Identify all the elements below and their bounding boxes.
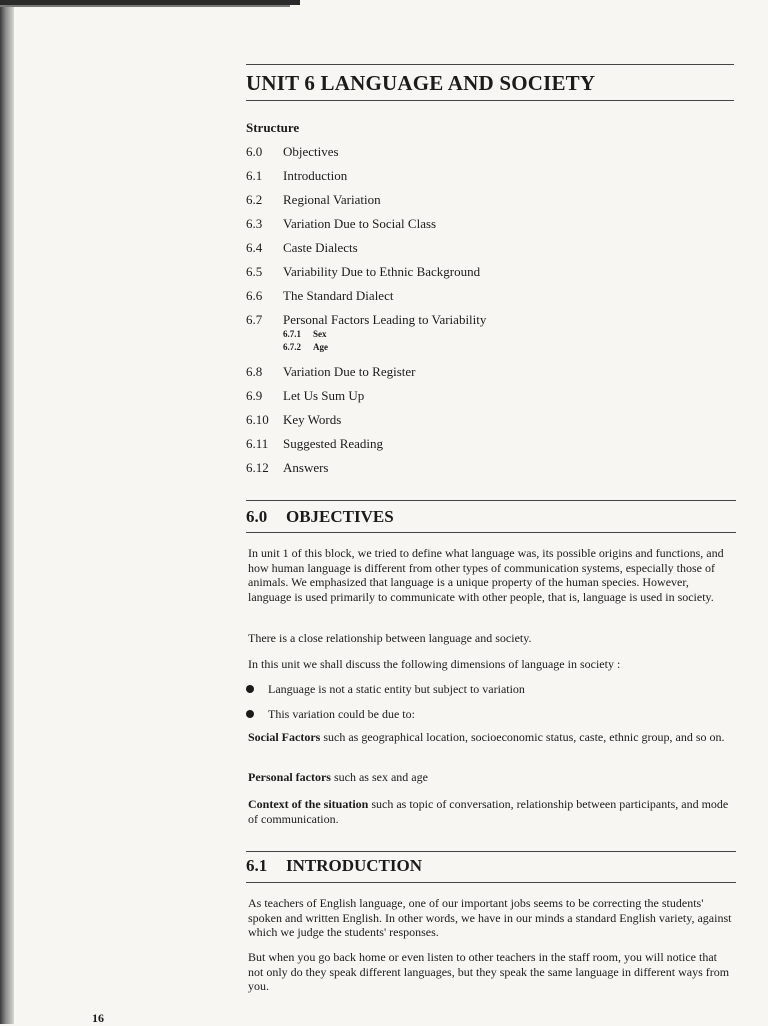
toc-label: The Standard Dialect [283, 288, 394, 303]
toc-item [246, 144, 706, 168]
toc-number: 6.0 [246, 144, 263, 159]
toc-item [246, 312, 706, 364]
bullet-text: Language is not a static entity but subject to variation [268, 682, 525, 696]
toc-item [246, 388, 706, 412]
objectives-paragraph-2: There is a close relationship between language and society. [248, 631, 532, 645]
toc-label: Personal Factors Leading to Variability [283, 312, 487, 327]
toc-label: Let Us Sum Up [283, 388, 365, 403]
rule-above-title [246, 64, 734, 65]
objectives-paragraph-3: In this unit we shall discuss the following dimensions of language in society : [248, 657, 621, 671]
scan-top-edge-thin [0, 5, 290, 7]
toc-number: 6.1 [246, 168, 263, 183]
toc-item [246, 216, 706, 240]
toc-number: 6.7 [246, 312, 263, 327]
toc-subitem [283, 328, 486, 341]
toc-label: Introduction [283, 168, 348, 183]
book-binding-shadow [0, 0, 14, 1024]
toc-item [246, 168, 706, 192]
toc-number: 6.11 [246, 436, 269, 451]
toc-number: 6.8 [246, 364, 263, 379]
rule-below-objectives [246, 532, 736, 533]
section-heading-introduction [246, 856, 422, 876]
toc-item [246, 436, 706, 460]
toc-number: 6.6 [246, 288, 263, 303]
bullet-item [246, 682, 525, 696]
toc-subitem-label: Age [313, 342, 328, 352]
toc-number: 6.3 [246, 216, 263, 231]
introduction-paragraph-2: But when you go back home or even listen to other teachers in the staff room, you will notice that not only do they speak different languages, but they speak the same language in different ways from you. [248, 950, 730, 993]
toc-label: Key Words [283, 412, 342, 427]
toc-label: Answers [283, 460, 329, 475]
bullet-icon [246, 710, 254, 718]
structure-label: Structure [246, 120, 300, 135]
context-text: such as topic of conversation, relationship between participants, and mode of communication. [248, 797, 729, 826]
section-number: 6.1 [246, 856, 268, 875]
toc-item [246, 192, 706, 216]
toc-label: Variation Due to Register [283, 364, 416, 379]
toc-subitem-number: 6.7.2 [283, 342, 301, 352]
rule-below-introduction [246, 882, 736, 883]
objectives-paragraph-1: In unit 1 of this block, we tried to define what language was, its possible origins and functions, and how human language is different from other types of communication systems, especially those of animals. We emphasized that language is a unique property of the human species. However, language is used primarily to communicate with other people, that is, language is used in society. [248, 546, 724, 604]
unit-title: UNIT 6 LANGUAGE AND SOCIETY [246, 71, 596, 95]
toc-number: 6.10 [246, 412, 269, 427]
toc-label: Suggested Reading [283, 436, 384, 451]
rule-above-introduction [246, 851, 736, 852]
toc-number: 6.12 [246, 460, 269, 475]
context-paragraph [248, 797, 732, 826]
table-of-contents [246, 144, 706, 484]
toc-item [246, 460, 706, 484]
toc-item-with-subitems [283, 312, 486, 364]
bullet-icon [246, 685, 254, 693]
toc-item [246, 240, 706, 264]
section-title: OBJECTIVES [286, 507, 394, 526]
toc-label: Caste Dialects [283, 240, 358, 255]
toc-item [246, 264, 706, 288]
bullet-text: This variation could be due to: [268, 707, 415, 721]
section-heading-objectives [246, 507, 394, 527]
toc-label: Variation Due to Social Class [283, 216, 437, 231]
toc-label: Regional Variation [283, 192, 381, 207]
personal-factors-paragraph [248, 770, 732, 785]
toc-subitem [283, 341, 486, 354]
personal-factors-label: Personal factors [248, 770, 331, 784]
context-label: Context of the situation [248, 797, 369, 811]
toc-subitem-number: 6.7.1 [283, 329, 301, 339]
toc-number: 6.9 [246, 388, 263, 403]
bullet-item [246, 707, 415, 721]
rule-above-objectives [246, 500, 736, 501]
rule-below-title [246, 100, 734, 101]
toc-item [246, 412, 706, 436]
toc-item [246, 364, 706, 388]
section-title: INTRODUCTION [286, 856, 423, 875]
social-factors-paragraph [248, 730, 732, 745]
toc-number: 6.4 [246, 240, 263, 255]
toc-label: Objectives [283, 144, 339, 159]
toc-number: 6.5 [246, 264, 263, 279]
personal-factors-text: such as sex and age [330, 770, 428, 784]
introduction-paragraph-1: As teachers of English language, one of our important jobs seems to be correcting the students' spoken and written English. In other words, we have in our minds a standard English variety, against which we judge the students' responses. [248, 896, 732, 939]
section-number: 6.0 [246, 507, 268, 526]
social-factors-label: Social Factors [248, 730, 321, 744]
page-number: 16 [92, 1011, 104, 1025]
toc-subitem-label: Sex [313, 329, 327, 339]
toc-label: Variability Due to Ethnic Background [283, 264, 481, 279]
toc-number: 6.2 [246, 192, 263, 207]
toc-item [246, 288, 706, 312]
social-factors-text: such as geographical location, socioeconomic status, caste, ethnic group, and so on. [320, 730, 725, 744]
